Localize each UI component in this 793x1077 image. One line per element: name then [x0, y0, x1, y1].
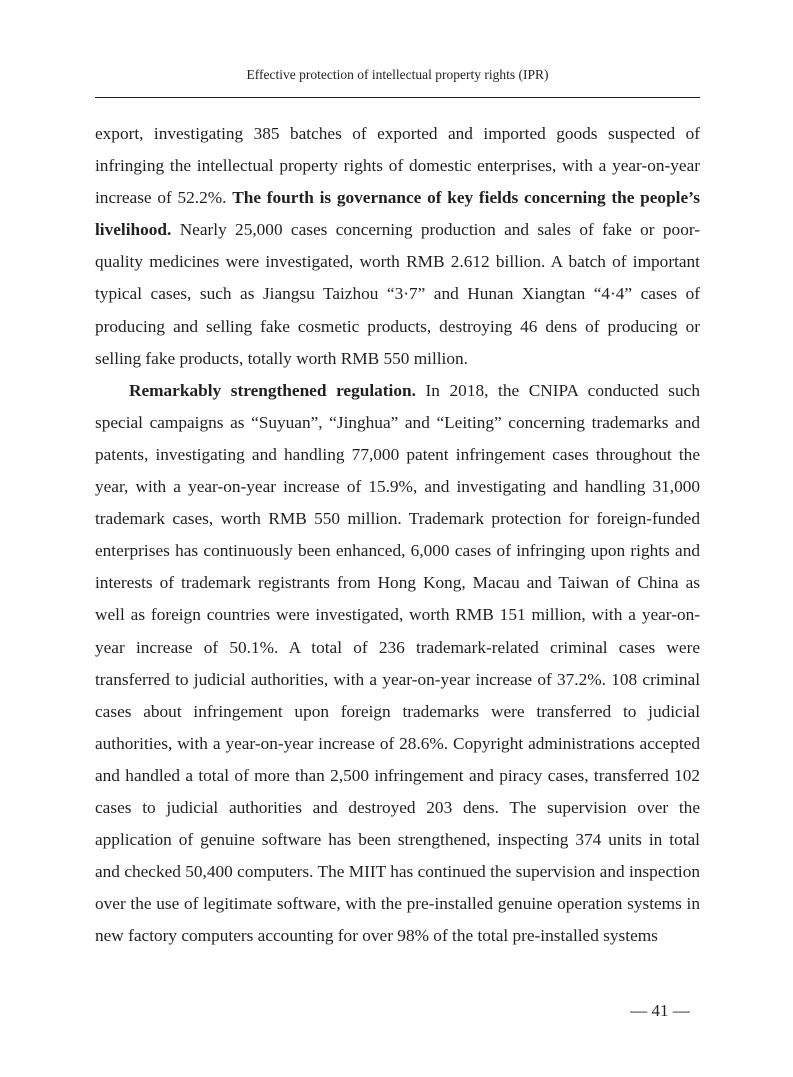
paragraph-text: In 2018, the CNIPA conducted such special campaigns as “Suyuan”, “Jinghua” and “Leiting” concerning trademarks and patents, investigating and handling 77,000 patent infringement cases throughout the year, with a year-on-year increase of 15.9%, and investigating and handling 31,000 trademark cases, worth RMB 550 million. Trademark protection for foreign-funded enterprises has continuously been enhanced, 6,000 cases of infringing upon rights and interests of trademark registrants from Hong Kong, Macau and Taiwan of China as well as foreign countries were investigated, worth RMB 151 million, with a year-on-year increase of 50.1%. A total of 236 trademark-related criminal cases were transferred to judicial authorities, with a year-on-year increase of 37.2%. 108 criminal cases about infringement upon foreign trademarks were transferred to judicial authorities, with a year-on-year increase of 28.6%. Copyright administrations accepted and handled a total of more than 2,500 infringement and piracy cases, transferred 102 cases to judicial authorities and destroyed 203 dens. The supervision over the application of genuine software has been strengthened, inspecting 374 units in total and checked 50,400 computers. The MIIT has continued the supervision and inspection over the use of legitimate software, with the pre-installed genuine operation systems in new factory computers accounting for over 98% of the total pre-installed systems	[95, 380, 700, 946]
running-header: Effective protection of intellectual property rights (IPR)	[246, 67, 549, 82]
paragraph-text: export, investigating 385 batches of exported and imported goods suspected of infringing the intellectual property rights of domestic enterprises, with a year-on-year increase of 52.2%.	[95, 124, 700, 208]
header-divider	[95, 97, 700, 98]
paragraph-text: Nearly 25,000 cases concerning production and sales of fake or poor-quality medicines were investigated, worth RMB 2.612 billion. A batch of important typical cases, such as Jiangsu Taizhou “3·7” and Hunan Xiangtan “4·4” cases of producing and selling fake cosmetic products, destroying 46 dens of producing or selling fake products, totally worth RMB 550 million.	[95, 220, 700, 368]
paragraph-regulation	[95, 375, 700, 953]
paragraph-lead-heading: Remarkably strengthened regulation.	[129, 380, 416, 400]
paragraph-continuation	[95, 118, 700, 375]
bold-inline-heading: The fourth is governance of key fields concerning the people’s livelihood.	[95, 188, 700, 240]
page-body	[95, 118, 700, 952]
page-number: — 41 —	[630, 1001, 690, 1020]
